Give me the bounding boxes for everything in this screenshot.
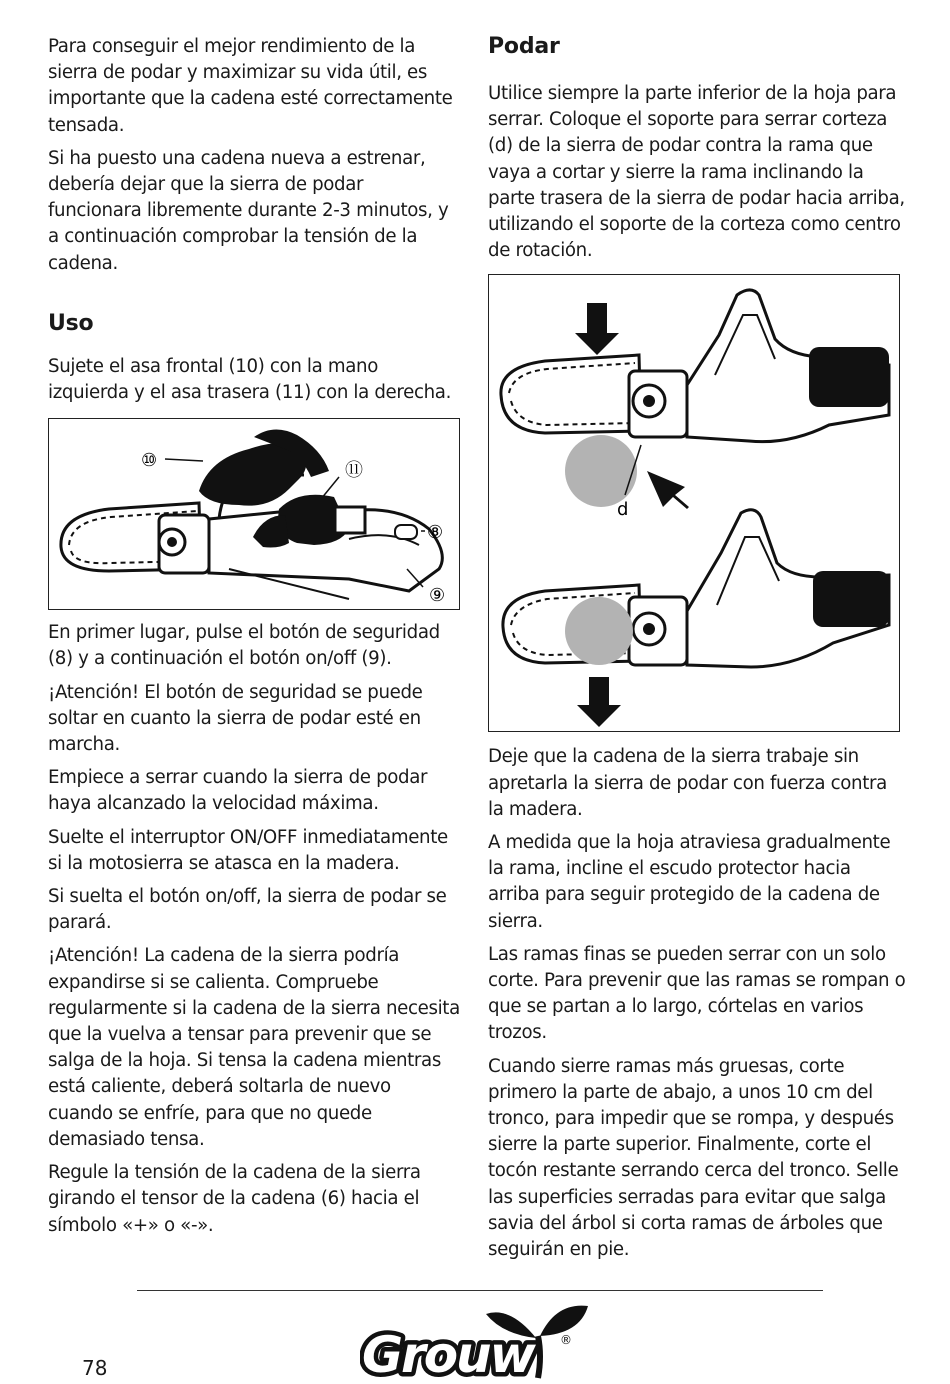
uso-heading: Uso	[48, 310, 94, 336]
paragraph-thin-branches: Las ramas finas se pueden serrar con un solo corte. Para prevenir que las ramas se rompan o que se partan a lo largo, córtelas en varios trozos.	[488, 943, 906, 1044]
callout-10: ⑩	[141, 450, 158, 472]
saw-top	[501, 290, 889, 520]
callout-9: ⑨	[429, 585, 446, 607]
figure-pruning	[488, 274, 900, 732]
brand-wordmark: Grouw	[362, 1326, 534, 1380]
callout-11: ⑪	[345, 460, 363, 482]
paragraph-release-switch: Suelte el interruptor ON/OFF inmediatamente si la motosierra se atasca en la madera.	[48, 826, 448, 874]
saw-grip-illustration	[49, 419, 459, 609]
right-column	[488, 34, 906, 1270]
callout-8: ⑧	[427, 522, 444, 544]
figure-handling-saw	[48, 418, 460, 610]
page-number: 78	[82, 1356, 108, 1380]
paragraph-let-chain-work: Deje que la cadena de la sierra trabaje sin apretarla la sierra de podar con fuerza contra la madera.	[488, 746, 887, 820]
grouw-logo-graphic	[360, 1300, 600, 1380]
podar-intro: Utilice siempre la parte inferior de la hoja para serrar. Coloque el soporte para serrar corteza (d) de la sierra de podar contra la rama que vaya a cortar y sierre la rama inclinando la parte trasera de la sierra de podar hacia arriba, utilizando el soporte de la corteza como centro de rotación.	[488, 83, 905, 262]
left-column	[48, 34, 460, 1246]
pruning-illustration	[489, 275, 899, 731]
paragraph-attention-2: ¡Atención! La cadena de la sierra podría expandirse si se calienta. Compruebe regularmente si la cadena de la sierra necesita que la vuelva a tensar para prevenir que se salga de la hoja. Si tensa la cadena mientras está caliente, deberá soltarla de nuevo cuando se enfríe, para que no quede demasiado tensa.	[48, 945, 460, 1150]
paragraph-stop: Si suelta el botón on/off, la sierra de podar se parará.	[48, 886, 447, 934]
paragraph-tilt-shield: A medida que la hoja atraviesa gradualmente la rama, incline el escudo protector hacia arriba para seguir protegido de la cadena de sierra.	[488, 832, 891, 932]
paragraph-attention-1: ¡Atención! El botón de seguridad se puede soltar en cuanto la sierra de podar esté en marcha.	[48, 681, 423, 756]
saw-bottom	[503, 510, 889, 727]
intro-paragraph-1: Para conseguir el mejor rendimiento de la sierra de podar y maximizar su vida útil, es importante que la cadena esté correctamente tensada.	[48, 36, 453, 136]
paragraph-start-cutting: Empiece a serrar cuando la sierra de podar haya alcanzado la velocidad máxima.	[48, 767, 428, 815]
uso-intro: Sujete el asa frontal (10) con la mano izquierda y el asa trasera (11) con la derecha.	[48, 355, 452, 404]
footer-divider	[137, 1290, 823, 1291]
grouw-logo	[360, 1300, 600, 1384]
label-d: d	[617, 499, 629, 521]
podar-heading: Podar	[488, 34, 560, 59]
intro-paragraph-2: Si ha puesto una cadena nueva a estrenar, debería dejar que la sierra de podar funcionara libremente durante 2-3 minutos, y a continuación comprobar la tensión de la cadena.	[48, 147, 449, 274]
paragraph-safety-button: En primer lugar, pulse el botón de seguridad (8) y a continuación el botón on/off (9).	[48, 622, 440, 670]
paragraph-tension: Regule la tensión de la cadena de la sierra girando el tensor de la cadena (6) hacia el símbolo «+» o «-».	[48, 1162, 421, 1236]
paragraph-thick-branches: Cuando sierre ramas más gruesas, corte primero la parte de abajo, a unos 10 cm del tronco, para impedir que se rompa, y después sierre la parte superior. Finalmente, corte el tocón restante serrando cerca del tronco. Selle las superficies serradas para evitar que salga savia del árbol si corta ramas de árboles que seguirán en pie.	[488, 1055, 899, 1261]
trademark-symbol: ®	[560, 1333, 572, 1347]
